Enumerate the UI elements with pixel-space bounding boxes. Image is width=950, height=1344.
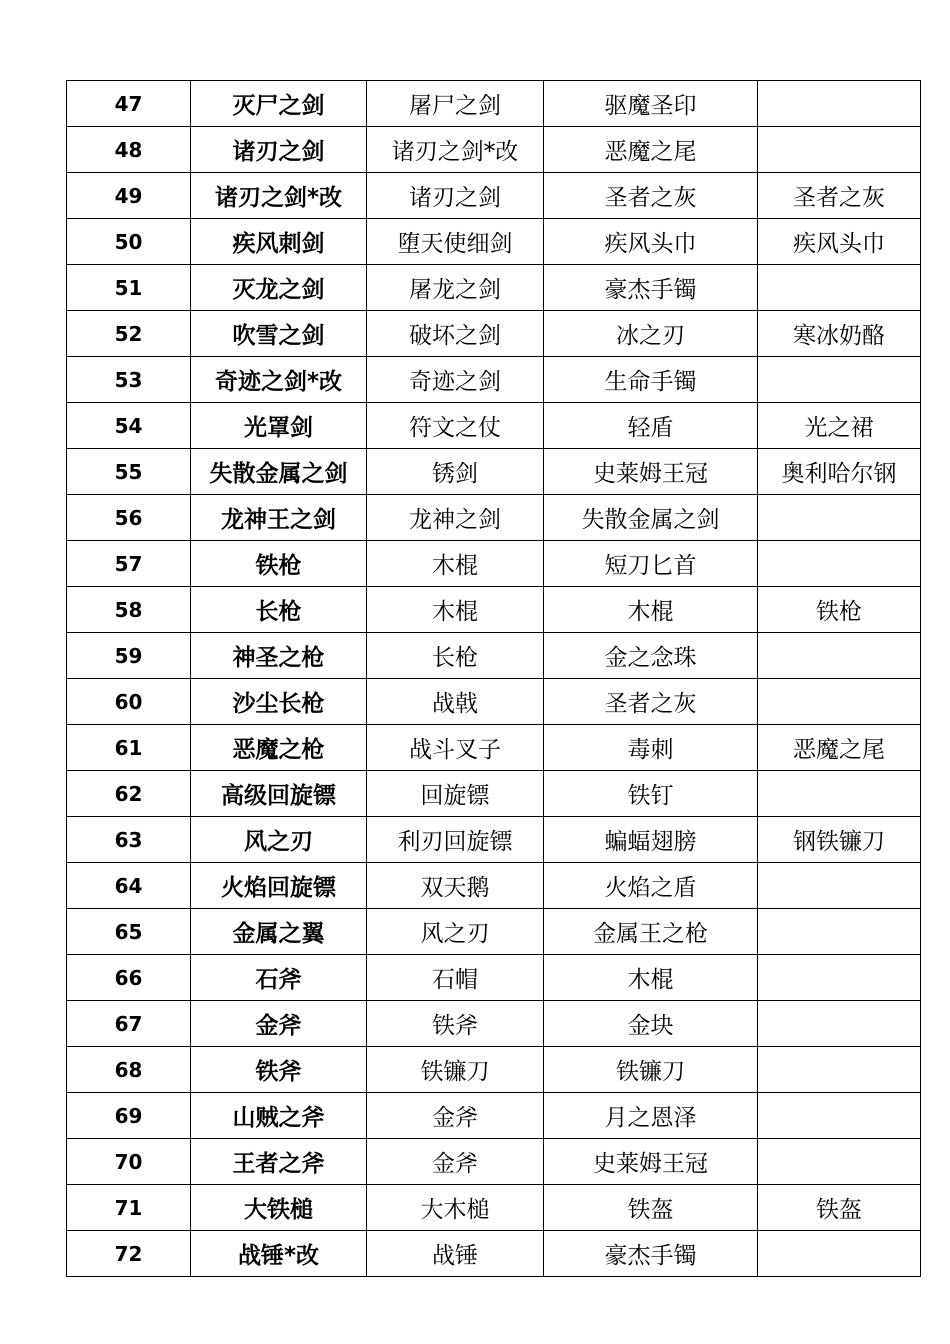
material-1-cell: 风之刃 [367,909,544,955]
item-name-cell: 王者之斧 [191,1139,367,1185]
material-3-cell: 光之裙 [758,403,921,449]
table-row [67,1139,921,1185]
material-3-cell [758,771,921,817]
material-3-cell: 铁枪 [758,587,921,633]
row-number-cell: 69 [67,1093,191,1139]
material-2-cell: 木棍 [544,587,758,633]
material-3-cell [758,1139,921,1185]
item-name-cell: 吹雪之剑 [191,311,367,357]
item-name-cell: 风之刃 [191,817,367,863]
material-2-cell: 毒刺 [544,725,758,771]
row-number-cell: 51 [67,265,191,311]
material-1-cell: 木棍 [367,541,544,587]
material-1-cell: 金斧 [367,1093,544,1139]
row-number-cell: 50 [67,219,191,265]
recipe-table-body [67,81,921,1277]
row-number-cell: 56 [67,495,191,541]
item-name-cell: 金属之翼 [191,909,367,955]
material-1-cell: 战戟 [367,679,544,725]
recipe-table [66,80,921,1277]
item-name-cell: 高级回旋镖 [191,771,367,817]
material-2-cell: 疾风头巾 [544,219,758,265]
material-2-cell: 轻盾 [544,403,758,449]
material-1-cell: 铁镰刀 [367,1047,544,1093]
row-number-cell: 57 [67,541,191,587]
material-3-cell [758,909,921,955]
row-number-cell: 55 [67,449,191,495]
table-row [67,955,921,1001]
row-number-cell: 66 [67,955,191,1001]
table-row [67,1093,921,1139]
item-name-cell: 大铁槌 [191,1185,367,1231]
table-row [67,403,921,449]
material-3-cell [758,265,921,311]
table-row [67,1231,921,1277]
item-name-cell: 战锤*改 [191,1231,367,1277]
material-2-cell: 圣者之灰 [544,173,758,219]
material-3-cell: 钢铁镰刀 [758,817,921,863]
material-3-cell [758,1001,921,1047]
table-row [67,449,921,495]
material-3-cell: 奥利哈尔钢 [758,449,921,495]
item-name-cell: 恶魔之枪 [191,725,367,771]
item-name-cell: 奇迹之剑*改 [191,357,367,403]
material-3-cell: 圣者之灰 [758,173,921,219]
table-row [67,127,921,173]
row-number-cell: 49 [67,173,191,219]
material-3-cell [758,81,921,127]
item-name-cell: 沙尘长枪 [191,679,367,725]
row-number-cell: 67 [67,1001,191,1047]
row-number-cell: 70 [67,1139,191,1185]
material-2-cell: 金块 [544,1001,758,1047]
table-row [67,357,921,403]
item-name-cell: 诸刃之剑 [191,127,367,173]
material-2-cell: 生命手镯 [544,357,758,403]
table-row [67,633,921,679]
material-2-cell: 史莱姆王冠 [544,1139,758,1185]
item-name-cell: 疾风刺剑 [191,219,367,265]
material-2-cell: 冰之刃 [544,311,758,357]
material-2-cell: 驱魔圣印 [544,81,758,127]
material-1-cell: 龙神之剑 [367,495,544,541]
table-row [67,541,921,587]
table-row [67,173,921,219]
table-row [67,265,921,311]
item-name-cell: 诸刃之剑*改 [191,173,367,219]
material-3-cell [758,1047,921,1093]
item-name-cell: 火焰回旋镖 [191,863,367,909]
table-row [67,725,921,771]
material-2-cell: 圣者之灰 [544,679,758,725]
table-row [67,1047,921,1093]
item-name-cell: 山贼之斧 [191,1093,367,1139]
row-number-cell: 53 [67,357,191,403]
material-3-cell: 疾风头巾 [758,219,921,265]
table-row [67,587,921,633]
table-row [67,909,921,955]
material-3-cell [758,541,921,587]
material-1-cell: 石帽 [367,955,544,1001]
row-number-cell: 54 [67,403,191,449]
material-1-cell: 长枪 [367,633,544,679]
item-name-cell: 光罩剑 [191,403,367,449]
material-2-cell: 恶魔之尾 [544,127,758,173]
table-row [67,1001,921,1047]
material-3-cell [758,1093,921,1139]
material-2-cell: 短刀匕首 [544,541,758,587]
material-1-cell: 堕天使细剑 [367,219,544,265]
recipe-table-container [66,80,920,1277]
material-1-cell: 诸刃之剑 [367,173,544,219]
row-number-cell: 60 [67,679,191,725]
material-3-cell [758,679,921,725]
item-name-cell: 金斧 [191,1001,367,1047]
material-3-cell [758,863,921,909]
material-2-cell: 铁镰刀 [544,1047,758,1093]
material-2-cell: 失散金属之剑 [544,495,758,541]
material-1-cell: 金斧 [367,1139,544,1185]
row-number-cell: 68 [67,1047,191,1093]
item-name-cell: 失散金属之剑 [191,449,367,495]
row-number-cell: 62 [67,771,191,817]
item-name-cell: 长枪 [191,587,367,633]
material-1-cell: 奇迹之剑 [367,357,544,403]
table-row [67,311,921,357]
table-row [67,1185,921,1231]
material-3-cell [758,495,921,541]
item-name-cell: 灭龙之剑 [191,265,367,311]
material-3-cell [758,127,921,173]
material-3-cell [758,633,921,679]
material-1-cell: 屠龙之剑 [367,265,544,311]
material-2-cell: 铁钉 [544,771,758,817]
row-number-cell: 58 [67,587,191,633]
material-3-cell [758,357,921,403]
material-2-cell: 火焰之盾 [544,863,758,909]
table-row [67,771,921,817]
row-number-cell: 59 [67,633,191,679]
material-2-cell: 蝙蝠翅膀 [544,817,758,863]
material-1-cell: 战斗叉子 [367,725,544,771]
material-1-cell: 利刃回旋镖 [367,817,544,863]
table-row [67,863,921,909]
material-3-cell: 恶魔之尾 [758,725,921,771]
material-1-cell: 符文之仗 [367,403,544,449]
material-1-cell: 木棍 [367,587,544,633]
item-name-cell: 灭尸之剑 [191,81,367,127]
material-2-cell: 豪杰手镯 [544,1231,758,1277]
table-row [67,219,921,265]
item-name-cell: 铁斧 [191,1047,367,1093]
material-2-cell: 史莱姆王冠 [544,449,758,495]
material-2-cell: 铁盔 [544,1185,758,1231]
row-number-cell: 52 [67,311,191,357]
material-2-cell: 金之念珠 [544,633,758,679]
item-name-cell: 神圣之枪 [191,633,367,679]
table-row [67,81,921,127]
material-2-cell: 金属王之枪 [544,909,758,955]
material-2-cell: 木棍 [544,955,758,1001]
material-1-cell: 回旋镖 [367,771,544,817]
table-row [67,817,921,863]
material-2-cell: 豪杰手镯 [544,265,758,311]
item-name-cell: 石斧 [191,955,367,1001]
material-3-cell [758,1231,921,1277]
material-1-cell: 诸刃之剑*改 [367,127,544,173]
material-1-cell: 铁斧 [367,1001,544,1047]
material-1-cell: 战锤 [367,1231,544,1277]
row-number-cell: 71 [67,1185,191,1231]
material-1-cell: 大木槌 [367,1185,544,1231]
row-number-cell: 63 [67,817,191,863]
row-number-cell: 64 [67,863,191,909]
item-name-cell: 龙神王之剑 [191,495,367,541]
material-3-cell: 铁盔 [758,1185,921,1231]
material-1-cell: 破坏之剑 [367,311,544,357]
table-row [67,679,921,725]
material-1-cell: 锈剑 [367,449,544,495]
material-1-cell: 屠尸之剑 [367,81,544,127]
material-2-cell: 月之恩泽 [544,1093,758,1139]
material-3-cell: 寒冰奶酪 [758,311,921,357]
row-number-cell: 48 [67,127,191,173]
row-number-cell: 47 [67,81,191,127]
item-name-cell: 铁枪 [191,541,367,587]
material-3-cell [758,955,921,1001]
row-number-cell: 72 [67,1231,191,1277]
row-number-cell: 61 [67,725,191,771]
material-1-cell: 双天鹅 [367,863,544,909]
table-row [67,495,921,541]
row-number-cell: 65 [67,909,191,955]
